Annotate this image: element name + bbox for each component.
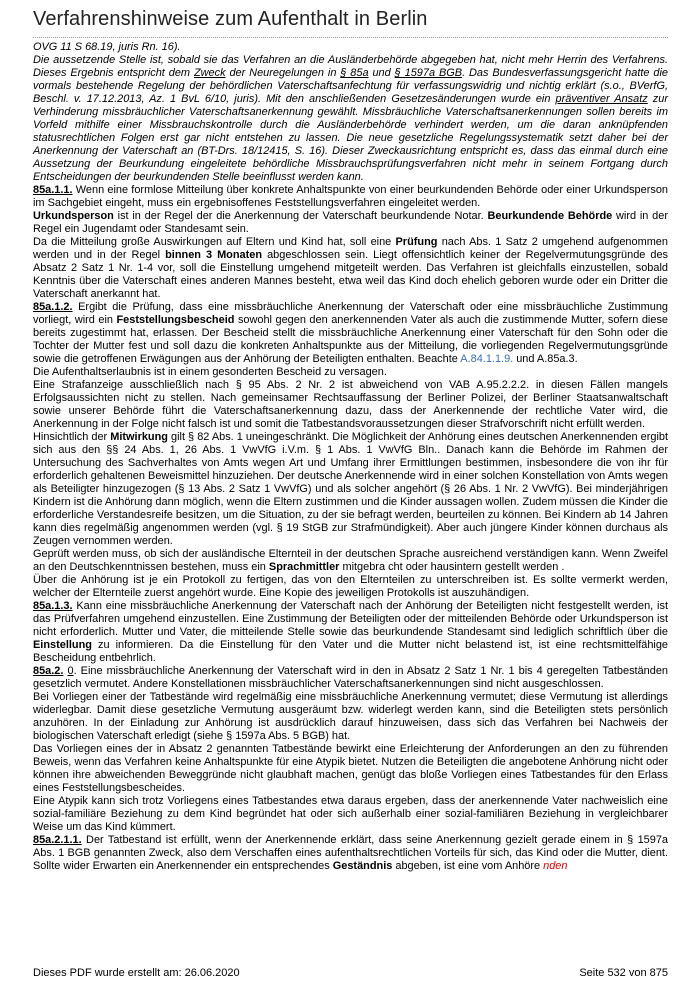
text: der Neuregelungen in	[225, 67, 341, 79]
section-number: 85a.1.1.	[33, 184, 73, 196]
text: ist in der Regel der die Anerkennung der Vaterschaft beurkundende Notar.	[113, 210, 488, 222]
paragraph	[33, 210, 668, 236]
text: Hinsichtlich der	[33, 431, 111, 443]
paragraph	[33, 600, 668, 665]
text: Ergibt die Prüfung, dass eine missbräuchliche Anerkennung der Vaterschaft oder eine missbräuchliche Zustimmung vorliegt, wird ein	[33, 301, 668, 326]
text: . Das Bundesverfassungsgericht hatte die vormals bestehende Regelung der behördlichen Vaterschaftsanfechtung für verfassungswidrig und nichtig erklärt (s.o., BVerfG, Beschl. v. 17.12.2013, Az. 1 BvL 6/10, juris). Mit den anschließenden Gesetzesänderungen wurde ein	[33, 67, 669, 105]
link-zweck[interactable]: Zweck	[193, 67, 226, 79]
paragraph	[33, 236, 668, 301]
text: nden	[543, 860, 568, 872]
text: Über die Anhörung ist je ein Protokoll zu fertigen, das von den Elternteilen zu unterschreiben ist. Es sollte vermerkt werden, welcher der Elternteile zuerst angehört wurde. Eine Kopie des jeweiligen Protokolls ist auszuhändigen.	[33, 574, 668, 599]
link-85a[interactable]: § 85a	[340, 67, 369, 79]
section-number: 85a.1.3.	[33, 600, 73, 612]
text: zur Verhinderung missbräuchlicher Vaterschaftsanerkennung gewählt. Missbräuchliche Vaterschaftsanerkennungen sollen bereits im Vorfeld mithilfe einer Missbrauchskontrolle durch die Ausländerbehörde verhindert werden, um die daran anknüpfenden statusrechtlichen Folgen erst gar nicht entstehen zu lassen. Die neue gesetzliche Regelungssystematik setzt daher bei der Anerkennung der Vaterschaft an (BT-Drs. 18/12415, S. 16). Dieser Zweckausrichtung entspricht es, dass das einmal durch eine Aussetzung der Beurkundung eingeleitete behördliche Missbrauchsprüfungsverfahren nicht mehr in seinem Fortgang durch Entscheidungen der beurkundenden Stelle beeinflusst werden kann.	[33, 93, 668, 183]
paragraph	[33, 834, 668, 873]
text: Das Vorliegen eines der in Absatz 2 genannten Tatbestände bewirkt eine Erleichterung der Anforderungen an den zu führenden Beweis, wenn das Verfahren keine Anhaltspunkte für eine Atypik bietet. Nutzen die Beteiligten die angebotene Anhörung nicht oder können ihre abweichenden Beweggründe nicht glaubhaft machen, genügt das bloße Vorliegen eines Tatbestandes für den Erlass eines Feststellungsbescheides.	[33, 743, 668, 794]
text: nach Abs. 1 Satz 2 umgehend aufgenommen werden und in der Regel	[33, 236, 668, 261]
bold-term: Prüfung	[395, 236, 438, 248]
text: Bei Vorliegen einer der Tatbestände wird regelmäßig eine missbräuchliche Anerkennung vermutet; diese Vermutung ist allerdings widerlegbar. Damit diese gesetzliche Vermutung ausgeräumt bzw. widerlegt werden kann, sind die Beteiligten stets persönlich anzuhören. In der Einladung zur Anhörung ist ausdrücklich darauf hinzuweisen, dass sich das Verfahren bei Nachweis der biologischen Vaterschaft erledigt (siehe § 1597a Abs. 5 BGB) hat.	[33, 691, 668, 742]
paragraph	[33, 574, 668, 600]
bold-term: Urkundsperson	[33, 210, 114, 222]
text: Die Aufenthaltserlaubnis ist in einem gesonderten Bescheid zu versagen.	[33, 366, 387, 378]
text: . Eine missbräuchliche Anerkennung der Vaterschaft wird in den in Absatz 2 Satz 1 Nr. 1 bis 4 geregelten Tatbeständen gesetzlich vermutet. Andere Konstellationen missbräuchlicher Vaterschaftsanerkennungen sind nicht ausgeschlossen.	[33, 665, 668, 690]
paragraph	[33, 366, 668, 379]
paragraph	[33, 691, 668, 743]
footer-page-number: Seite 532 von 875	[579, 967, 668, 979]
paragraph	[33, 743, 668, 795]
bold-term: Einstellung	[33, 639, 92, 651]
paragraph	[33, 54, 668, 184]
section-number: 85a.2.1.1.	[33, 834, 82, 846]
link-a-84-1-1-9[interactable]: A.84.1.1.9.	[460, 353, 514, 365]
text: Kann eine missbräuchliche Anerkennung der Vaterschaft nach der Anhörung der Beteiligten nicht festgestellt werden, ist das Prüfverfahren umgehend einzustellen. Eine Zustimmung der Beteiligten oder der mitteilenden Behörde oder Urkundsperson ist nicht erforderlich. Mutter und Vater, die mitteilende Stelle sowie das beurkundende Standesamt sind lediglich schriftlich über die	[33, 600, 668, 638]
bold-term: Feststellungsbescheid	[116, 314, 235, 326]
text: abgeschlossen sein. Liegt offensichtlich keiner der Regelvermutungsgründe des Absatz 2 Satz 1 Nr. 1-4 vor, soll die Einstellung umgehend mitgeteilt werden. Das Verfahren ist gleichfalls einzustellen, sobald Kenntnis über die Vaterschaft eines anderen Mannes besteht, etwa weil das Kind doch ehelich geboren wurde oder ein Dritter die Vaterschaft anerkannt hat.	[33, 249, 669, 300]
section-number: 85a.1.2.	[33, 301, 73, 313]
link-1597a-bgb[interactable]: § 1597a BGB	[394, 67, 463, 79]
bold-term: Mitwirkung	[110, 431, 168, 443]
paragraph	[33, 301, 668, 366]
bold-term: Geständnis	[332, 860, 393, 872]
text: Geprüft werden muss, ob sich der ausländische Elternteil in der deutschen Sprache ausreichend verständigen kann. Wenn Zweifel an den Deutschkenntnissen bestehen, muss ein	[33, 548, 668, 573]
paragraph	[33, 665, 668, 691]
text: Der Tatbestand ist erfüllt, wenn der Anerkennende erklärt, dass seine Anerkennung gezielt gerade einem in § 1597a Abs. 1 BGB genannten Zweck, also dem Verschaffen eines aufenthaltsrechtlichen Vorteils für sich, das Kind oder die Mutter, dient. Sollte wider Erwarten ein Anerkennender ein entsprechendes	[33, 834, 668, 872]
text: Wenn eine formlose Mitteilung über konkrete Anhaltspunkte von einer beurkundenden Behörde oder einer Urkundsperson im Sachgebiet eingeht, muss ein ergebnisoffenes Feststellungsverfahren eingeleitet werden.	[33, 184, 668, 209]
paragraph	[33, 41, 668, 54]
paragraph	[33, 431, 668, 548]
text: Eine Atypik kann sich trotz Vorliegens eines Tatbestandes etwa daraus ergeben, dass der anerkennende Vater nachweislich eine sozial-familiäre Beziehung zu dem Kind begründet hat oder sich außerhalb einer sozial-familiären Beziehung in vergleichbarer Weise um das Kind kümmert.	[33, 795, 668, 833]
paragraph	[33, 184, 668, 210]
text: Eine Strafanzeige ausschließlich nach § 95 Abs. 2 Nr. 2 ist abweichend von VAB A.95.2.2.2. in diesen Fällen mangels Erfolgsaussichten nicht zu stellen. Nach gemeinsamer Rechtsauffassung der Berliner Polizei, der Berliner Staatsanwaltschaft sowie unserer Behörde führt die Vaterschaftsanerkennung dazu, dass der Anerkennende der rechtliche Vater wird, die Anerkennung in der Folge nicht falsch ist und somit die Tatbestandsvoraussetzungen dieser Strafvorschrift nicht erfüllt werden.	[33, 379, 668, 430]
document-body	[33, 41, 668, 873]
text: Da die Mitteilung große Auswirkungen auf Eltern und Kind hat, soll eine	[33, 236, 396, 248]
text: sowohl gegen den anerkennenden Vater als auch die zustimmende Mutter, sofern diese bereits zugestimmt hat, erlassen. Der Bescheid stellt die missbräuchliche Anerkennung einer Vaterschaft für den Sohn oder die Tochter der Mutter fest und soll dazu die konkreten Anhaltspunkte aus der Mitteilung, die vorliegenden Regelvermutungsgründe sowie die getroffenen Erwägungen aus der Anhörung der Beteiligten enthalten. Beachte	[33, 314, 668, 365]
text: mitgebra cht oder hausintern gestellt werden .	[339, 561, 565, 573]
text: Die aussetzende Stelle ist, sobald sie das Verfahren an die Ausländerbehörde abgegeben hat, nicht mehr Herrin des Verfahrens. Dieses Ergebnis entspricht dem	[33, 54, 668, 79]
paragraph	[33, 548, 668, 574]
section-number: 85a.2.	[33, 665, 64, 677]
page-title: Verfahrenshinweise zum Aufenthalt in Berlin	[33, 8, 428, 30]
header-divider	[33, 37, 668, 38]
bold-term: binnen 3 Monaten	[165, 249, 263, 261]
text: 0	[67, 665, 74, 677]
bold-term: Beurkundende Behörde	[487, 210, 613, 222]
footer-created-date: Dieses PDF wurde erstellt am: 26.06.2020	[33, 967, 240, 979]
text: zu informieren. Da die Einstellung für den Vater und die Mutter nicht belastend ist, ist eine rechtsmittelfähige Bescheidung entbehrlich.	[33, 639, 668, 664]
text: OVG 11 S 68.19, juris Rn. 16).	[33, 41, 181, 53]
text: und	[368, 67, 395, 79]
link-praeventiver-ansatz[interactable]: präventiver Ansatz	[555, 93, 648, 105]
text: gilt § 82 Abs. 1 uneingeschränkt. Die Möglichkeit der Anhörung eines deutschen Anerkennenden ergibt sich aus den §§ 24 Abs. 1, 26 Abs. 1 VwVfG i.V.m. § 1 Abs. 1 VwVfG Bln.. Danach kann die Behörde im Rahmen der Untersuchung des Sachverhaltes von Amts wegen Art und Umfang ihrer Ermittlungen bestimmen, insbesondere die von ihr für erforderlich gehaltenen Beweismittel hinzuziehen. Der deutsche Anerkennende wird in einer solchen Konstellation von Amts wegen als Beteiligter hinzugezogen (§ 13 Abs. 2 Satz 1 VwVfG) und als solcher angehört (§ 26 Abs. 1 Nr. 2 VwVfG). Bei minderjährigen Kindern ist die Anhörung dann möglich, wenn die Eltern zustimmen und die Kinder aussagen wollen. Zudem müssen die Kinder die erforderliche Verstandesreife besitzen, um die Situation, zu der sie befragt werden, beurteilen zu können. Bei Kindern ab 14 Jahren kann dies regelmäßig angenommen werden (vgl. § 19 StGB zur Strafmündigkeit). Aber auch jüngere Kinder können durchaus als Zeugen vernommen werden.	[33, 431, 668, 547]
text: und A.85a.3.	[513, 353, 578, 365]
text: wird in der Regel ein Jugendamt oder Standesamt sein.	[33, 210, 668, 235]
text: abgeben, ist eine vom Anhöre	[392, 860, 544, 872]
paragraph	[33, 379, 668, 431]
bold-term: Sprachmittler	[268, 561, 340, 573]
paragraph	[33, 795, 668, 834]
